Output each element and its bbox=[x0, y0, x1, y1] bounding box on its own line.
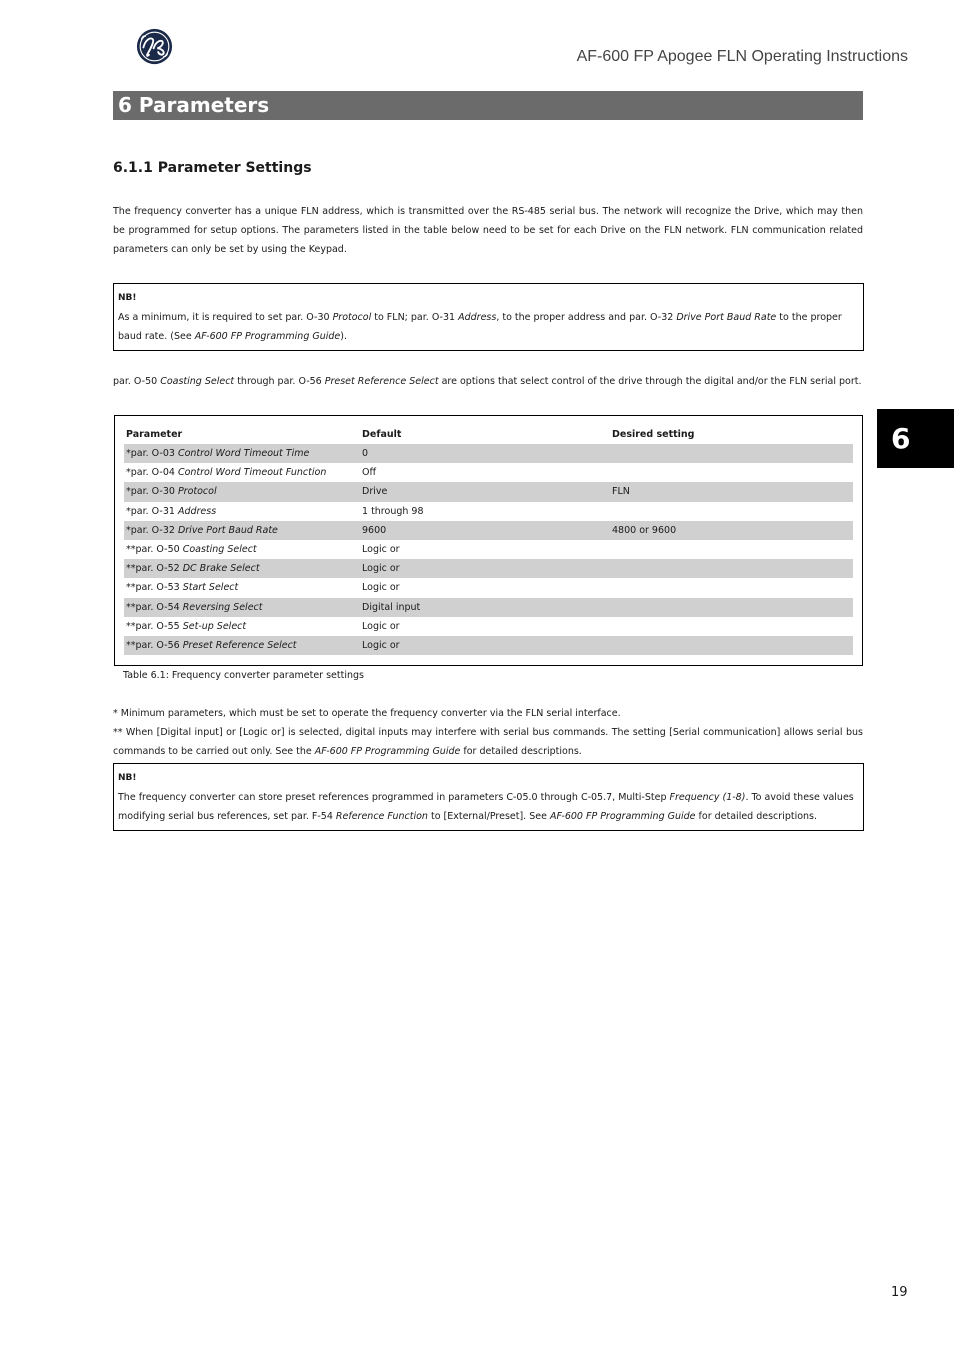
parameter-cell: **par. O-52 DC Brake Select bbox=[124, 559, 360, 578]
table-row bbox=[124, 463, 853, 482]
desired-cell bbox=[610, 540, 853, 559]
parameter-table bbox=[124, 425, 853, 655]
parameter-cell: **par. O-56 Preset Reference Select bbox=[124, 636, 360, 655]
parameter-cell: **par. O-54 Reversing Select bbox=[124, 598, 360, 617]
note-title: NB! bbox=[118, 773, 137, 783]
default-cell: 9600 bbox=[360, 521, 610, 540]
desired-cell bbox=[610, 502, 853, 521]
table-row bbox=[124, 636, 853, 655]
desired-cell bbox=[610, 444, 853, 463]
document-title: AF-600 FP Apogee FLN Operating Instructions bbox=[576, 48, 908, 65]
default-cell: Logic or bbox=[360, 559, 610, 578]
table-row bbox=[124, 540, 853, 559]
note-title: NB! bbox=[118, 293, 137, 303]
desired-cell: 4800 or 9600 bbox=[610, 521, 853, 540]
default-cell: Digital input bbox=[360, 598, 610, 617]
desired-cell bbox=[610, 463, 853, 482]
desired-cell bbox=[610, 578, 853, 597]
desired-cell bbox=[610, 559, 853, 578]
table-row bbox=[124, 444, 853, 463]
desired-cell bbox=[610, 617, 853, 636]
default-cell: 0 bbox=[360, 444, 610, 463]
table-row bbox=[124, 598, 853, 617]
default-cell: Off bbox=[362, 467, 377, 479]
ge-logo-icon bbox=[136, 28, 173, 65]
table-row bbox=[124, 578, 853, 597]
footnote-minimum-parameters: * Minimum parameters, which must be set to operate the frequency converter via the FLN serial interface. bbox=[113, 708, 621, 719]
default-cell: Logic or bbox=[362, 582, 400, 594]
parameter-cell: *par. O-32 Drive Port Baud Rate bbox=[124, 521, 360, 540]
default-cell: 1 through 98 bbox=[362, 505, 424, 517]
parameter-cell: *par. O-30 Protocol bbox=[124, 482, 360, 501]
section-heading: 6.1.1 Parameter Settings bbox=[113, 160, 312, 176]
parameter-cell: **par. O-50 Coasting Select bbox=[126, 544, 257, 556]
parameter-cell: **par. O-53 Start Select bbox=[126, 582, 239, 594]
parameter-cell: *par. O-04 Control Word Timeout Function bbox=[126, 467, 327, 479]
default-cell: Logic or bbox=[362, 620, 400, 632]
table-row bbox=[124, 521, 853, 540]
table-row bbox=[124, 617, 853, 636]
note-box-1 bbox=[113, 283, 864, 351]
table-row bbox=[124, 502, 853, 521]
default-cell: Logic or bbox=[360, 636, 610, 655]
column-header-parameter: Parameter bbox=[126, 429, 183, 440]
column-header-desired-setting: Desired setting bbox=[612, 429, 695, 440]
desired-cell bbox=[610, 636, 853, 655]
note-text: As a minimum, it is required to set par. O-30 Protocol to FLN; par. O-31 Address, to the proper address and par. O-32 Drive Port Baud Rate to the proper baud rate. (See AF-600 FP Programming Guide). bbox=[118, 312, 842, 342]
parameter-cell: *par. O-03 Control Word Timeout Time bbox=[124, 444, 360, 463]
chapter-title-bar: 6 Parameters bbox=[113, 91, 863, 120]
options-paragraph: par. O-50 Coasting Select through par. O-56 Preset Reference Select are options that select control of the drive through the digital and/or the FLN serial port. bbox=[113, 376, 862, 387]
table-caption: Table 6.1: Frequency converter parameter settings bbox=[123, 670, 364, 681]
desired-cell: FLN bbox=[610, 482, 853, 501]
parameter-cell: **par. O-55 Set-up Select bbox=[126, 620, 247, 632]
note-text: The frequency converter can store preset references programmed in parameters C-05.0 through C-05.7, Multi-Step Frequency (1-8). To avoid these values modifying serial bus references, set par. F-54 Reference Function to [External/Preset]. See AF-600 FP Programming Guide for detailed descriptions. bbox=[118, 792, 854, 822]
table-row bbox=[124, 559, 853, 578]
parameter-cell: *par. O-31 Address bbox=[126, 505, 217, 517]
desired-cell bbox=[610, 598, 853, 617]
note-box-2 bbox=[113, 763, 864, 831]
default-cell: Logic or bbox=[362, 544, 400, 556]
default-cell: Drive bbox=[360, 482, 610, 501]
table-header-row bbox=[124, 425, 853, 444]
footnote-digital-input: ** When [Digital input] or [Logic or] is selected, digital inputs may interfere with serial bus commands. The setting [Serial communication] allows serial bus commands to be carried out only. See the AF-600 FP Programming Guide for detailed descriptions. bbox=[113, 727, 863, 757]
column-header-default: Default bbox=[362, 429, 402, 440]
intro-paragraph: The frequency converter has a unique FLN address, which is transmitted over the RS-485 serial bus. The network will recognize the Drive, which may then be programmed for setup options. The parameters listed in the table below need to be set for each Drive on the FLN network. FLN communication related parameters can only be set by using the Keypad. bbox=[113, 206, 863, 255]
table-row bbox=[124, 482, 853, 501]
chapter-tab: 6 bbox=[877, 409, 954, 468]
page-number: 19 bbox=[891, 1285, 908, 1300]
